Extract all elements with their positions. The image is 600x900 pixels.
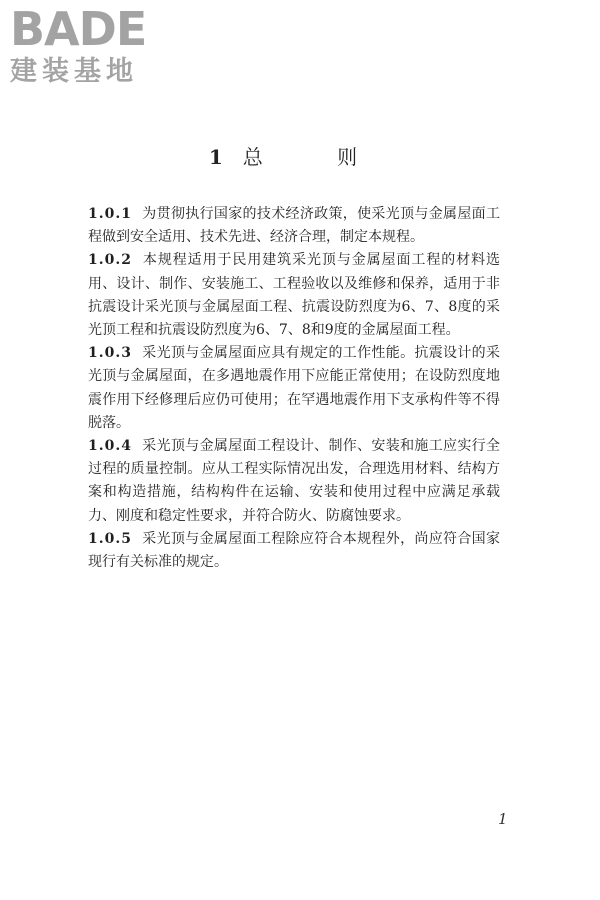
clause-text: 采光顶与金属屋面工程设计、制作、安装和施工应实行全过程的质量控制。应从工程实际情况出发，合理选用材料、结构方案和构造措施，结构构件在运输、安装和使用过程中应满足承载力、刚度和稳定性要求，并符合防火、防腐蚀要求。: [88, 438, 500, 524]
chapter-title: [0, 144, 600, 170]
clause-number: 1.0.4: [88, 438, 132, 455]
clause-list: [88, 203, 500, 574]
clause-text: 采光顶与金属屋面应具有规定的工作性能。抗震设计的采光顶与金属屋面，在多遇地震作用下应能正常使用；在设防烈度地震作用下经修理后应仍可使用；在罕遇地震作用下支承构件等不得脱落。: [88, 345, 500, 431]
clause-text: 为贯彻执行国家的技术经济政策，使采光顶与金属屋面工程做到安全适用、技术先进、经济合理，制定本规程。: [88, 206, 500, 246]
clause-1-0-4: [88, 435, 500, 528]
chapter-number: 1: [208, 145, 223, 169]
clause-1-0-2: [88, 249, 500, 342]
clause-number: 1.0.3: [88, 345, 132, 362]
clause-number: 1.0.5: [88, 530, 132, 547]
clause-1-0-1: [88, 203, 500, 249]
clause-text: 本规程适用于民用建筑采光顶与金属屋面工程的材料选用、设计、制作、安装施工、工程验收以及维修和保养，适用于非抗震设计采光顶与金属屋面工程、抗震设防烈度为6、7、8度的采光顶工程和抗震设防烈度为6、7、8和9度的金属屋面工程。: [88, 252, 500, 339]
clause-number: 1.0.2: [88, 252, 132, 269]
clause-1-0-5: [88, 528, 500, 574]
clause-text: 采光顶与金属屋面工程除应符合本规程外，尚应符合国家现行有关标准的规定。: [88, 530, 500, 571]
chapter-heading: 总 则: [242, 145, 392, 169]
page-number: 1: [498, 810, 508, 828]
brand-logo-wordmark: BADE: [10, 2, 147, 56]
brand-logo-subtitle: 建装基地: [10, 56, 138, 87]
brand-logo: [10, 4, 175, 90]
clause-1-0-3: [88, 342, 500, 435]
clause-number: 1.0.1: [88, 206, 132, 222]
